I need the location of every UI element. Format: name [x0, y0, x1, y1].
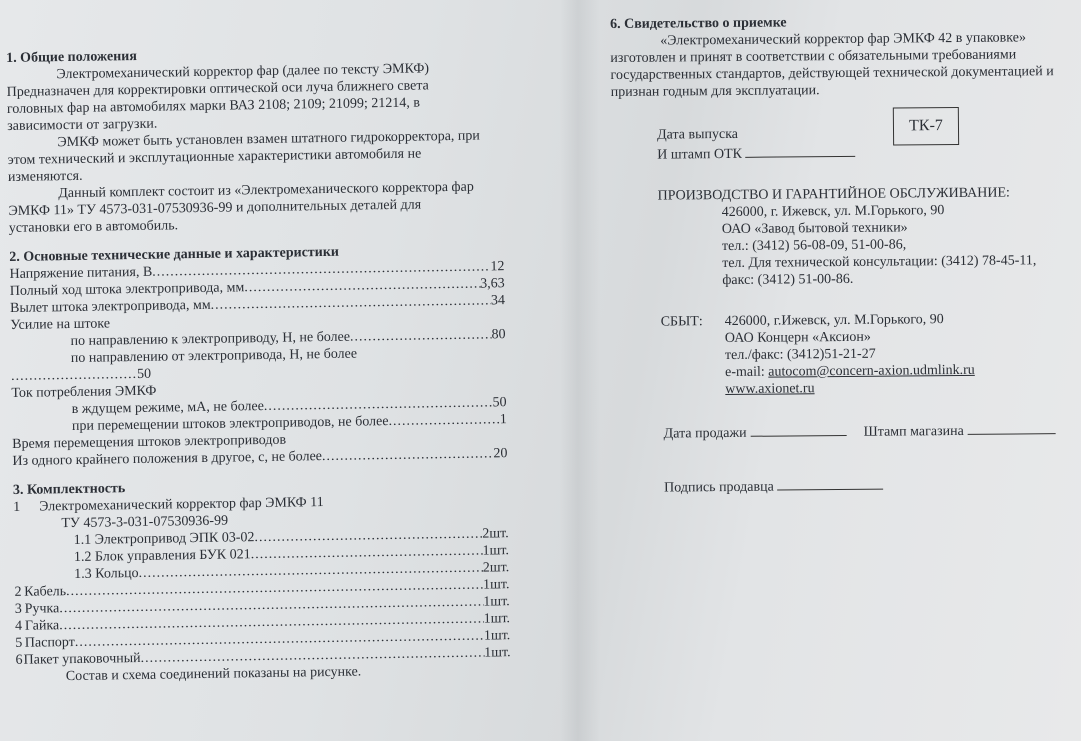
- kit-item-3: 3 Ручка ..... 1шт.: [15, 593, 510, 618]
- spec-row-current-move: при перемещении штоков электроприводов, не более ..... 1: [12, 411, 507, 436]
- spec-row-time: Из одного крайнего положения в другое, с, не более ..... 20: [12, 445, 507, 470]
- text-line: признан годным для эксплуатации.: [610, 83, 820, 100]
- text-line: изготовлен и принят в соответствии с обязательными требованиями: [610, 47, 1017, 66]
- otk-stamp-line: [745, 142, 855, 158]
- sale-date-row: Дата продажи Штамп магазина: [614, 419, 1081, 443]
- production-organization: ОАО «Завод бытовой техники»: [721, 220, 908, 238]
- spec-subtitle-current: Ток потребления ЭМКФ: [11, 383, 157, 401]
- text-line: Предназначен для корректировки оптической оси луча ближнего света: [6, 78, 429, 100]
- section-acceptance-title: 6. Свидетельство о приемке: [610, 15, 787, 32]
- spec-row-voltage: Напряжение питания, В ..... 12: [9, 258, 504, 283]
- kit-subitem-3: 1.3 Кольцо ..... 2шт.: [14, 559, 509, 584]
- kit-item-1-spec: ТУ 4573-3-031-07530936-99: [61, 513, 229, 532]
- kit-subitem-1: 1.1 Электропривод ЭПК 03-02 ..... 2шт.: [14, 525, 509, 550]
- production-phone: тел.: (3412) 56-08-09, 51-00-86,: [721, 237, 907, 255]
- text-line: Данный комплект состоит из «Электромеханического корректора фар: [58, 179, 474, 202]
- section-specs-title: 2. Основные технические данные и характеристики: [9, 244, 340, 265]
- spec-subtitle-force: Усилие на штоке: [10, 316, 111, 333]
- spec-row-force-to: по направлению к электроприводу, Н, не более ..... 80: [10, 326, 505, 351]
- production-title: ПРОИЗВОДСТВО И ГАРАНТИЙНОЕ ОБСЛУЖИВАНИЕ:: [657, 185, 1010, 204]
- seller-sign-row: Подпись продавца: [614, 473, 1081, 497]
- sales-organization: ОАО Концерн «Аксион»: [724, 329, 871, 347]
- text-line: Электромеханический корректор фар (далее по тексту ЭМКФ): [56, 61, 430, 83]
- kit-item-5: 5 Паспорт ..... 1шт.: [15, 627, 510, 652]
- text-line: ЭМКФ может быть установлен взамен штатного гидрокорректора, при: [57, 128, 480, 151]
- sales-web-link[interactable]: www.axionet.ru: [725, 381, 815, 398]
- text-line: ЭМКФ 11» ТУ 4573-031-07530936-99 и дополнительных деталей для: [8, 197, 422, 219]
- spec-row-reach: Вылет штока электропривода, мм ..... 34: [10, 292, 505, 317]
- kit-item-6: 6 Пакет упаковочный ..... 1шт.: [15, 644, 510, 669]
- release-date-label: Дата выпуска: [656, 126, 739, 143]
- production-consult-phone: тел. Для технической консультации: (3412) 78-45-11,: [722, 253, 1037, 272]
- sales-email-row: e-mail: autocom@concern-axion.udmlink.ru: [725, 362, 975, 381]
- page-fold: [560, 0, 600, 741]
- section-kit-title: 3. Комплектность: [12, 481, 126, 498]
- text-line: этом технический и эксплутационные характеристики автомобиля не: [7, 146, 422, 168]
- text-line: зависимости от загрузки.: [7, 116, 158, 134]
- text-line: установки его в автомобиль.: [8, 218, 179, 236]
- kit-item-1: 1 Электромеханический корректор фар ЭМКФ 11: [13, 495, 324, 515]
- spec-subtitle-time: Время перемещения штоков электроприводов: [12, 432, 287, 452]
- text-line: головных фар на автомобилях марки ВАЗ 2108; 2109; 21099; 21214, в: [6, 95, 421, 117]
- otk-stamp-row: И штамп ОТК: [611, 140, 1081, 164]
- shop-stamp-line: [967, 419, 1055, 435]
- right-column: [610, 12, 1081, 497]
- spec-row-current-standby: в ждущем режиме, мА, не более ..... 50: [12, 394, 507, 419]
- sales-email-link[interactable]: autocom@concern-axion.udmlink.ru: [768, 362, 975, 380]
- sales-row: СБЫТ: 426000, г.Ижевск, ул. М.Горького, 90: [660, 312, 944, 330]
- text-line: изменяются.: [7, 168, 83, 185]
- kit-item-4: 4 Гайка ..... 1шт.: [15, 610, 510, 635]
- text-line: государственных стандартов, действующей технической документацией и: [610, 64, 1054, 83]
- sales-phone: тел./факс: (3412)51-21-27: [724, 346, 876, 364]
- otk-stamp-box: ТК-7: [893, 107, 959, 146]
- spec-row-force-from-value: ..... 50: [11, 366, 151, 385]
- production-address: 426000, г. Ижевск, ул. М.Горького, 90: [721, 203, 945, 221]
- spec-row-stroke: Полный ход штока электропривода, мм ..... 3,63: [10, 275, 505, 300]
- section-general-title: 1. Общие положения: [6, 48, 138, 66]
- text-line: «Электромеханический корректор фар ЭМКФ 42 в упаковке»: [660, 30, 1026, 49]
- left-column: [6, 42, 511, 686]
- production-fax: факс: (3412) 51-00-86.: [722, 271, 854, 289]
- spec-row-force-from-label: по направлению от электропривода, Н, не более: [70, 346, 358, 367]
- kit-item-2: 2 Кабель ..... 1шт.: [14, 576, 509, 601]
- sale-date-line: [750, 421, 846, 437]
- seller-sign-line: [777, 475, 883, 491]
- kit-note: Состав и схема соединений показаны на рисунке.: [65, 664, 362, 685]
- kit-subitem-2: 1.2 Блок управления БУК 021 ..... 1шт.: [14, 542, 509, 567]
